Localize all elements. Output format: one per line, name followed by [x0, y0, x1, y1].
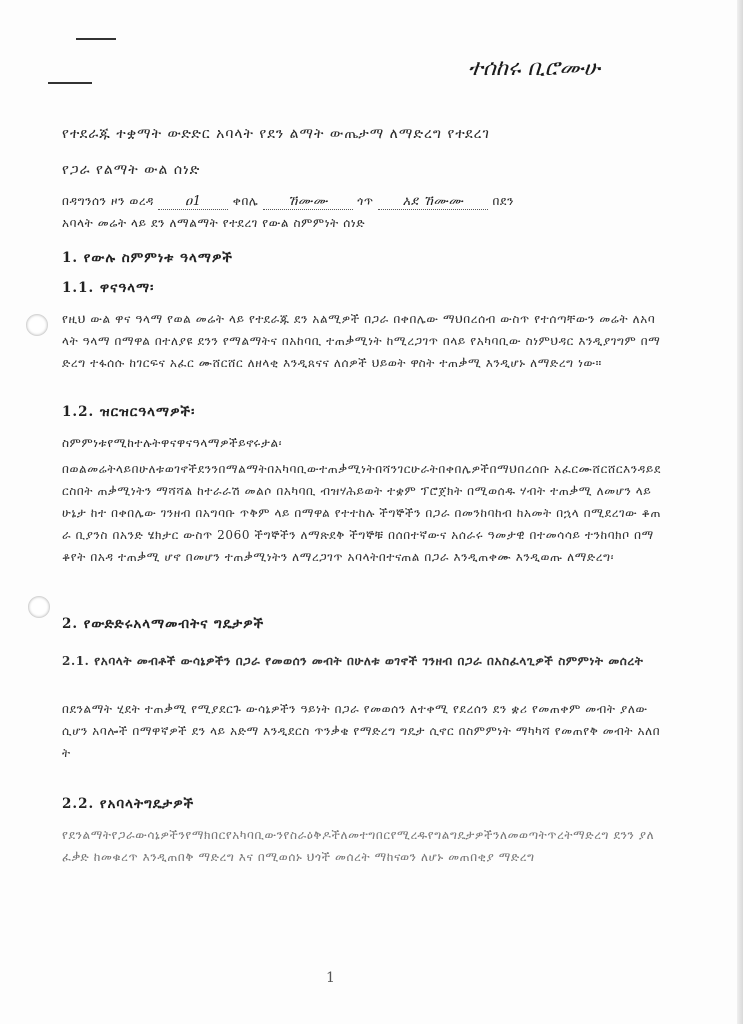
section-2-heading: 2. የውድድሩአላማመብትና ግዴታዎች — [62, 616, 265, 632]
agreement-fill-kebele: ኸሙሙ — [263, 194, 353, 210]
signature-top-right: ተሰከሩ ቢሮሙሁ — [468, 56, 600, 81]
section-1-2-body: በወልመሬትላይበሁለቱወገኖችደንንበማልማትበአካባቢውተጠቃሚነትበሻንገርሁራትበቀበሌዎችበማህበረሰቡ አፈርሙሸርሸርእንዳይደርስበት ጠቃሚነትን ማሻሻል ከተራራሽ መልሶ በአካባቢ ብዝሃሕይወት ተቋም ፕሮጀክት በሚወሰዱ ሃብት ተጠቃሚ ለመሆን ላይ ሁኔታ ከተ በቀበሌው ገንዘብ በአግባቡ ጥቅም ላይ በማዋል የተተከሉ ችግኞችን በጋራ በመንከባከብ ከአመት በኋላ በሚደረገው ቆጠራ ቢያንስ በአንድ ሄክታር ውስጥ 2060 ችግኞችን ለማጽደቅ ችግኞቹ በሰበተኛውና አሰራሩ ዓመታዊ በተመሳሳይ ተንከባክቦ በማቆየት በአዳ ተጠቃሚ ሆኖ በመሆን ተጠቃሚነትን ለማረጋገጥ አባላትበተናጠል በጋራ እንዲጠቀሙ እንዲወጡ ለማድረግ፡ — [62, 462, 662, 564]
punch-hole-upper — [26, 314, 48, 336]
section-2-2-body: የደንልማትየጋራውሳኔዎችንየማክበርየአካባቢውንየስራዕቅዶችለመተግበርየሚረዱየግልግዴታዎችንለመወጣትጥረትማድረግ ደንን ያለ ፈቃድ ከመቁረጥ እንዲጠበቅ ማድረግ እና በሚወሰኑ ህጎች መሰረት ማከናወን ለሆኑ መጠበቂያ ማድረግ — [62, 828, 655, 864]
section-1-2-heading: 1.2. ዝርዝርዓላማዎች፡ — [62, 404, 196, 420]
section-1-1-heading: 1.1. ዋናዓላማ፡ — [62, 280, 155, 296]
agreement-line1-mid2: ጎጥ — [357, 194, 374, 208]
page-number-mark: 1 — [326, 970, 335, 986]
section-2-2-heading: 2.2. የአባላትግዴታዎች — [62, 796, 195, 812]
punch-hole-lower — [28, 596, 50, 618]
page-edge-shadow — [737, 0, 743, 1024]
section-2-1-heading: 2.1. የአባላት መብቶች ውሳኔዎችን በጋራ የመወሰን መብት በሁለቱ ወገኖች ገንዘብ በጋራ በአስፈላጊዎች ስምምነት መሰረት — [62, 654, 644, 668]
agreement-line1 — [62, 194, 514, 210]
stamp-mark-left — [48, 82, 92, 84]
section-1-2-intro: ስምምነቱየሚከተሉትዋናዋናዓላማዎችይኖሩታል፡ — [62, 436, 283, 450]
section-2-1-body: በደንልማት ሂደት ተጠቃሚ የሚያደርጉ ውሳኔዎችን ዓይነት በጋራ የመወሰን ለተቀሚ የደረሰን ደን ቋሪ የመጠቀም መብት ያለው ሲሆን አባሎች በማዋኛዎች ደን ላይ አድማ እንዲደርስ ጥንቃቄ የማድረግ ግዴታ ሲኖር በስምምነት ማካካሻ የመጠየቅ መብት አለበት — [62, 702, 661, 760]
agreement-fill-got: አደ ኸሙሙ — [378, 194, 488, 210]
section-1-1-body: የዚህ ውል ዋና ዓላማ የወል መሬት ላይ የተደራጁ ደን አልሚዎች በጋራ በቀበሌው ማህበረሰብ ውስጥ የተሰጣቸውን መሬት ለአባላት ዓላማ በማዋል በተለያዩ ደንን የማልማትና በአከባቢ ተጠቃሚነት ከሚረጋገጥ በላይ የአካባቢው ስነምህዳር እንዲያገግም በማድረግ ተፋሰሱ ከገርፍና አፈር ሙሸርሸር ለዘላቂ እንዲጸናና ለሰዎች ህይወት ዋስት ተጠቃሚ እንዲሆኑ ለማድረግ ነው። — [62, 312, 661, 370]
document-title-line1: የተደራጁ ተቋማት ውድድር አባላት የደን ልማት ውጤታማ ለማድረግ የተደረገ — [62, 126, 490, 142]
agreement-fill-woreda: ዐ1 — [158, 194, 228, 210]
agreement-line1-suffix: በደን — [492, 194, 514, 208]
agreement-line1-mid: ቀበሌ — [232, 194, 259, 208]
agreement-line2: አባላት መሬት ላይ ደን ለማልማት የተደረገ የውል ስምምነት ሰነድ — [62, 216, 366, 230]
stamp-mark-top — [76, 38, 116, 40]
document-title-line2: የጋራ የልማት ውል ሰነድ — [62, 162, 201, 178]
agreement-line1-prefix: በዳግንሰን ዞን ወረዳ — [62, 194, 154, 208]
section-1-heading: 1. የውሉ ስምምነቱ ዓላማዎች — [62, 250, 233, 266]
